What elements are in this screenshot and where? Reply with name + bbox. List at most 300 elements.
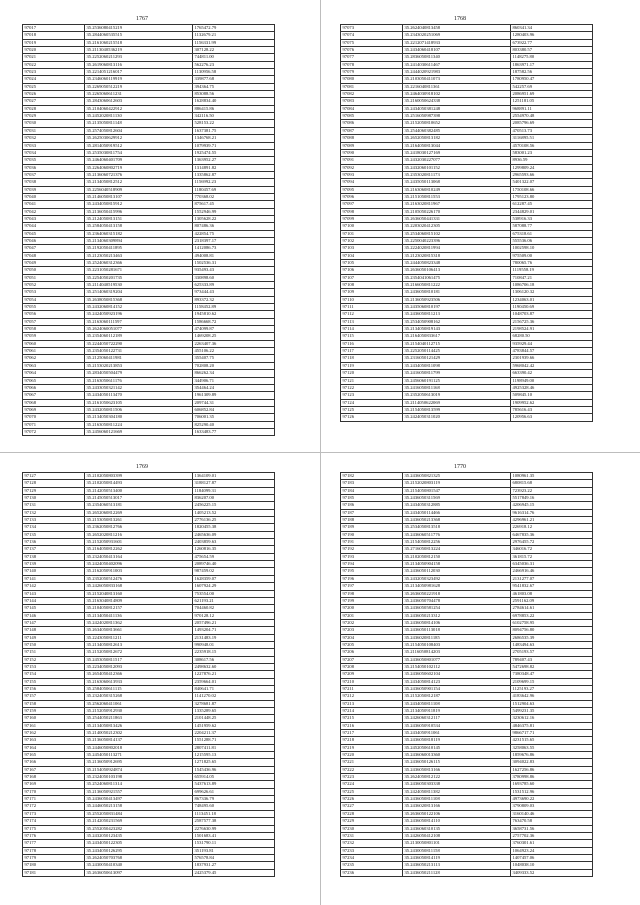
row-number-cell: 97234 — [341, 854, 403, 861]
table-row — [23, 348, 275, 355]
row-number-cell: 97115 — [341, 333, 403, 340]
amount-cell: 893372.32 — [193, 296, 275, 303]
code-cell: 35.2234050812093 — [85, 663, 193, 670]
amount-cell: 308617.56 — [193, 656, 275, 663]
code-cell: 35.2619060813116 — [85, 61, 193, 68]
row-number-cell: 97194 — [341, 561, 403, 568]
row-number-cell: 97188 — [341, 517, 403, 524]
code-cell: 35.2516050987398 — [403, 113, 511, 120]
amount-cell: 663390.42 — [511, 370, 593, 377]
table-row — [341, 818, 593, 825]
code-cell: 35.2446050213158 — [85, 803, 193, 810]
code-cell: 35.2130050801101 — [403, 840, 511, 847]
code-cell: 35.2164050813044 — [403, 142, 511, 149]
code-cell: 35.2434050814123 — [403, 678, 511, 685]
table-row — [341, 502, 593, 509]
amount-cell: 394364.75 — [193, 83, 275, 90]
row-number-cell: 97178 — [23, 847, 85, 854]
amount-cell: 612287.45 — [511, 201, 593, 208]
amount-cell: 1863971.17 — [511, 61, 593, 68]
row-number-cell: 97112 — [341, 311, 403, 318]
table-row — [23, 362, 275, 369]
data-table — [340, 24, 593, 422]
amount-cell: 3160140.46 — [511, 810, 593, 817]
amount-cell: 2131483.19 — [193, 634, 275, 641]
row-number-cell: 97064 — [23, 370, 85, 377]
code-cell: 35.2534060815102 — [403, 230, 511, 237]
row-number-cell: 97073 — [341, 25, 403, 32]
table-row — [23, 612, 275, 619]
table-row — [341, 186, 593, 193]
amount-cell: 1502536.31 — [193, 260, 275, 267]
table-row — [341, 700, 593, 707]
table-row — [341, 113, 593, 120]
row-number-cell: 97043 — [23, 215, 85, 222]
code-cell: 35.2324050103198 — [85, 774, 193, 781]
amount-cell: 1148275.80 — [511, 54, 593, 61]
amount-cell: 780065.76 — [511, 260, 593, 267]
code-cell: 35.2436050910534 — [403, 722, 511, 729]
code-cell: 35.2152050810652 — [403, 120, 511, 127]
code-cell: 35.2535030811754 — [85, 149, 193, 156]
code-cell: 35.2163060613933 — [85, 678, 193, 685]
amount-cell: 2263407.36 — [193, 340, 275, 347]
row-number-cell: 97051 — [23, 274, 85, 281]
code-cell: 35.2154050102112 — [403, 663, 511, 670]
code-cell: 35.2104050812157 — [85, 605, 193, 612]
row-number-cell: 97123 — [341, 392, 403, 399]
row-number-cell: 97159 — [23, 708, 85, 715]
amount-cell: 2807411.81 — [193, 744, 275, 751]
code-cell: 35.2436050213368 — [403, 517, 511, 524]
table-row — [341, 377, 593, 384]
code-cell: 35.2352050512476 — [85, 575, 193, 582]
amount-cell: 702808.20 — [193, 362, 275, 369]
row-number-cell: 97092 — [341, 164, 403, 171]
code-cell: 35.2636050441331 — [403, 215, 511, 222]
amount-cell: 1271825.65 — [193, 759, 275, 766]
row-number-cell: 97218 — [341, 737, 403, 744]
code-cell: 35.2140050212302 — [85, 730, 193, 737]
table-row — [23, 766, 275, 773]
amount-cell: 2057496.21 — [193, 619, 275, 626]
table-row — [23, 421, 275, 428]
code-cell: 35.2269050512219 — [85, 83, 193, 90]
code-cell: 35.2436020811185 — [403, 634, 511, 641]
row-number-cell: 97189 — [341, 524, 403, 531]
amount-cell: 1002598.10 — [511, 245, 593, 252]
table-row — [23, 663, 275, 670]
table-row — [341, 142, 593, 149]
table-row — [341, 774, 593, 781]
table-row — [341, 766, 593, 773]
code-cell: 35.2456060191125 — [403, 377, 511, 384]
table-row — [341, 605, 593, 612]
code-cell: 35.2166050811222 — [403, 282, 511, 289]
amount-cell: 9541832.67 — [511, 583, 593, 590]
code-cell: 35.2435060810197 — [403, 304, 511, 311]
row-number-cell: 97105 — [341, 260, 403, 267]
table-row — [341, 546, 593, 553]
row-number-cell: 97193 — [341, 553, 403, 560]
row-number-cell: 97034 — [23, 149, 85, 156]
row-number-cell: 97150 — [23, 641, 85, 648]
table-row — [23, 678, 275, 685]
amount-cell: 1184099.31 — [193, 487, 275, 494]
code-cell: 35.2444050823348 — [403, 260, 511, 267]
row-number-cell: 97047 — [23, 245, 85, 252]
amount-cell: 2554970.48 — [511, 113, 593, 120]
table-row — [23, 832, 275, 839]
amount-cell: 1141270.02 — [193, 693, 275, 700]
row-number-cell: 97097 — [341, 201, 403, 208]
table-row — [23, 69, 275, 76]
code-cell: 35.2436050814106 — [403, 619, 511, 626]
table-row — [341, 230, 593, 237]
code-cell: 35.2163060111597 — [85, 318, 193, 325]
row-number-cell: 97156 — [23, 685, 85, 692]
table-row — [23, 120, 275, 127]
amount-cell: 361815.72 — [511, 553, 593, 560]
code-cell: 35.2436050814119 — [403, 854, 511, 861]
amount-cell: 680815.68 — [511, 480, 593, 487]
amount-cell: 2498632.60 — [193, 663, 275, 670]
row-number-cell: 97088 — [341, 135, 403, 142]
row-number-cell: 97065 — [23, 377, 85, 384]
code-cell: 35.2636050122106 — [403, 810, 511, 817]
code-cell: 35.2436020813166 — [403, 803, 511, 810]
table-row — [341, 744, 593, 751]
row-number-cell: 97200 — [341, 605, 403, 612]
amount-cell: 8094756.80 — [511, 627, 593, 634]
table-row — [23, 399, 275, 406]
code-cell: 35.2416050811799 — [403, 370, 511, 377]
table-row — [23, 355, 275, 362]
amount-cell: 344906.71 — [193, 377, 275, 384]
code-cell: 35.2432050323492 — [403, 575, 511, 582]
table-row — [23, 340, 275, 347]
code-cell: 35.2654050412366 — [85, 671, 193, 678]
amount-cell: 538916.33 — [511, 215, 593, 222]
amount-cell: 1961309.89 — [193, 392, 275, 399]
code-cell: 35.2436050213312 — [403, 612, 511, 619]
code-cell: 35.2134050981628 — [403, 583, 511, 590]
table-row — [23, 539, 275, 546]
amount-cell: 1405213.52 — [193, 509, 275, 516]
row-number-cell: 97209 — [341, 671, 403, 678]
row-number-cell: 97021 — [23, 54, 85, 61]
table-row — [341, 663, 593, 670]
table-row — [341, 193, 593, 200]
row-number-cell: 97096 — [341, 193, 403, 200]
amount-cell: 1227876.21 — [193, 671, 275, 678]
amount-cell: 576578.84 — [193, 854, 275, 861]
amount-cell: 1306120.32 — [511, 289, 593, 296]
amount-cell: 1607924.29 — [193, 583, 275, 590]
amount-cell: 3188127.87 — [193, 480, 275, 487]
code-cell: 35.2432050811506 — [85, 406, 193, 413]
row-number-cell: 97072 — [23, 428, 85, 435]
amount-cell: 209744.31 — [193, 399, 275, 406]
amount-cell: 1215595.13 — [193, 752, 275, 759]
amount-cell: 2403859.63 — [193, 539, 275, 546]
code-cell: 35.2446050802018 — [85, 744, 193, 751]
amount-cell: 3780998.86 — [511, 774, 593, 781]
amount-cell: 339877.68 — [193, 76, 275, 83]
row-number-cell: 97203 — [341, 627, 403, 634]
code-cell: 35.2624050703768 — [85, 854, 193, 861]
amount-cell: 1586668.72 — [193, 318, 275, 325]
row-number-cell: 97055 — [23, 304, 85, 311]
amount-cell: 7380348.47 — [511, 671, 593, 678]
table-row — [23, 274, 275, 281]
code-cell: 35.2544060382485 — [403, 127, 511, 134]
row-number-cell: 97132 — [23, 509, 85, 516]
code-cell: 35.2424050811382 — [403, 788, 511, 795]
table-row — [23, 252, 275, 259]
amount-cell: 1156331.99 — [193, 39, 275, 46]
amount-cell: 1552946.99 — [193, 208, 275, 215]
row-number-cell: 97066 — [23, 384, 85, 391]
code-cell: 35.2534050908162 — [403, 318, 511, 325]
code-cell: 35.2436060511776 — [403, 531, 511, 538]
table-row — [23, 862, 275, 869]
code-cell: 35.2434050312885 — [403, 502, 511, 509]
row-number-cell: 97103 — [341, 245, 403, 252]
code-cell: 35.2146050813107 — [85, 193, 193, 200]
row-number-cell: 97113 — [341, 318, 403, 325]
table-row — [341, 76, 593, 83]
row-number-cell: 97063 — [23, 362, 85, 369]
amount-cell: 528153.22 — [193, 120, 275, 127]
table-row — [23, 737, 275, 744]
amount-cell: 1079939.71 — [193, 142, 275, 149]
amount-cell: 4183642.96 — [511, 693, 593, 700]
row-number-cell: 97164 — [23, 744, 85, 751]
code-cell: 35.2134050813426 — [85, 722, 193, 729]
code-cell: 35.2436050810181 — [403, 289, 511, 296]
amount-cell: 2101448.25 — [193, 715, 275, 722]
table-row — [341, 759, 593, 766]
row-number-cell: 97181 — [23, 869, 85, 876]
code-cell: 35.2424050311020 — [403, 414, 511, 421]
row-number-cell: 97201 — [341, 612, 403, 619]
row-number-cell: 97061 — [23, 348, 85, 355]
code-cell: 35.2456060121669 — [85, 428, 193, 435]
row-number-cell: 97054 — [23, 296, 85, 303]
row-number-cell: 97044 — [23, 223, 85, 230]
table-row — [23, 693, 275, 700]
amount-cell: 2109699.15 — [511, 678, 593, 685]
table-row — [341, 583, 593, 590]
table-row — [341, 752, 593, 759]
table-row — [23, 149, 275, 156]
table-row — [23, 656, 275, 663]
code-cell: 35.2154050801547 — [403, 487, 511, 494]
row-number-cell: 97018 — [23, 32, 85, 39]
row-number-cell: 97053 — [23, 289, 85, 296]
code-cell: 35.2343020251069 — [403, 32, 511, 39]
amount-cell: 1945810.62 — [193, 311, 275, 318]
code-cell: 35.2652060812269 — [85, 509, 193, 516]
row-number-cell: 97035 — [23, 157, 85, 164]
row-number-cell: 97186 — [341, 502, 403, 509]
amount-cell: 2318397.17 — [193, 237, 275, 244]
table-row — [341, 32, 593, 39]
code-cell: 35.2152050812187 — [403, 693, 511, 700]
row-number-cell: 97121 — [341, 377, 403, 384]
table-row — [23, 230, 275, 237]
amount-cell: 6345036.31 — [511, 561, 593, 568]
code-cell: 35.2552050831484 — [85, 810, 193, 817]
row-number-cell: 97185 — [341, 495, 403, 502]
code-cell: 35.2514060319204 — [85, 289, 193, 296]
code-cell: 35.2152050912930 — [85, 708, 193, 715]
table-row — [23, 296, 275, 303]
amount-cell: 1158452.89 — [193, 304, 275, 311]
code-cell: 35.2216040811361 — [403, 83, 511, 90]
amount-cell: 606852.84 — [193, 406, 275, 413]
amount-cell: 1113451.18 — [193, 810, 275, 817]
table-row — [23, 54, 275, 61]
table-row — [23, 318, 275, 325]
row-number-cell: 97040 — [23, 193, 85, 200]
amount-cell: 875617.45 — [193, 201, 275, 208]
amount-cell: 8936.59 — [511, 157, 593, 164]
amount-cell: 68280.50 — [511, 333, 593, 340]
page-top-left — [22, 14, 262, 436]
code-cell: 35.2436050213113 — [403, 862, 511, 869]
code-cell: 35.2102050814493 — [85, 480, 193, 487]
code-cell: 35.2114040519530 — [85, 282, 193, 289]
amount-cell: 699626.61 — [193, 788, 275, 795]
code-cell: 35.2436050801077 — [403, 656, 511, 663]
amount-cell: 1820455.38 — [193, 524, 275, 531]
code-cell: 35.2152040813160 — [85, 590, 193, 597]
row-number-cell: 97223 — [341, 774, 403, 781]
table-row — [341, 304, 593, 311]
table-row — [23, 803, 275, 810]
row-number-cell: 97116 — [341, 340, 403, 347]
code-cell: 35.2134050304180 — [85, 414, 193, 421]
table-row — [341, 91, 593, 98]
code-cell: 35.2436050821325 — [403, 473, 511, 480]
table-row — [23, 47, 275, 54]
amount-cell: 2156725.36 — [511, 318, 593, 325]
table-row — [23, 193, 275, 200]
code-cell: 35.2192050411895 — [85, 245, 193, 252]
table-row — [23, 730, 275, 737]
row-number-cell: 97162 — [23, 730, 85, 737]
code-cell: 35.2264060802719 — [85, 164, 193, 171]
code-cell: 35.2152020803119 — [403, 480, 511, 487]
table-row — [341, 237, 593, 244]
amount-cell: 2301939.66 — [511, 355, 593, 362]
code-cell: 35.2124050813151 — [85, 215, 193, 222]
amount-cell: 1637381.75 — [193, 127, 275, 134]
amount-cell: 1780950.47 — [511, 76, 593, 83]
amount-cell: 2757702.36 — [511, 832, 593, 839]
code-cell: 35.2636050221918 — [403, 590, 511, 597]
table-row — [341, 406, 593, 413]
amount-cell: 1531790.11 — [193, 840, 275, 847]
code-cell: 35.2426050412108 — [403, 832, 511, 839]
table-row — [341, 619, 593, 626]
row-number-cell: 97166 — [23, 759, 85, 766]
row-number-cell: 97046 — [23, 237, 85, 244]
code-cell: 35.2105050226170 — [403, 208, 511, 215]
table-row — [23, 708, 275, 715]
row-number-cell: 97179 — [23, 854, 85, 861]
amount-cell: 3409333.52 — [511, 869, 593, 876]
table-row — [341, 362, 593, 369]
amount-cell: 5499231.35 — [511, 708, 593, 715]
table-row — [341, 149, 593, 156]
code-cell: 35.2123020815318 — [403, 252, 511, 259]
amount-cell: 1909952.62 — [511, 399, 593, 406]
code-cell: 35.2134050812512 — [85, 179, 193, 186]
row-number-cell: 97235 — [341, 862, 403, 869]
code-cell: 35.2436050413497 — [85, 796, 193, 803]
code-cell: 35.2574050812604 — [85, 127, 193, 134]
amount-cell: 1627256.86 — [511, 766, 593, 773]
table-row — [341, 201, 593, 208]
amount-cell: 422854.75 — [193, 230, 275, 237]
amount-cell: 4231515.65 — [511, 737, 593, 744]
row-number-cell: 97163 — [23, 737, 85, 744]
amount-cell: 2776136.25 — [193, 517, 275, 524]
code-cell: 35.2154050812256 — [403, 539, 511, 546]
amount-cell: 1086706.18 — [511, 282, 593, 289]
code-cell: 35.2434050126295 — [85, 847, 193, 854]
row-number-cell: 97089 — [341, 142, 403, 149]
amount-cell: 1251181.05 — [511, 98, 593, 105]
table-row — [23, 164, 275, 171]
row-number-cell: 97095 — [341, 186, 403, 193]
row-number-cell: 97111 — [341, 304, 403, 311]
row-number-cell: 97124 — [341, 399, 403, 406]
amount-cell: 3790809.03 — [511, 803, 593, 810]
code-cell: 35.2203020412305 — [403, 223, 511, 230]
row-number-cell: 97202 — [341, 619, 403, 626]
row-number-cell: 97067 — [23, 392, 85, 399]
table-row — [341, 208, 593, 215]
code-cell: 35.2163050611176 — [85, 377, 193, 384]
row-number-cell: 97134 — [23, 524, 85, 531]
code-cell: 35.2652020811216 — [85, 531, 193, 538]
code-cell: 35.2814050919512 — [85, 142, 193, 149]
amount-cell: 860341.34 — [511, 25, 593, 32]
amount-cell: 1512904.63 — [511, 700, 593, 707]
amount-cell: 748495.60 — [193, 803, 275, 810]
code-cell: 35.2152050931601 — [85, 539, 193, 546]
table-row — [341, 685, 593, 692]
code-cell: 35.2354060112189 — [85, 333, 193, 340]
amount-cell: 1125193.27 — [511, 685, 593, 692]
table-row — [341, 656, 593, 663]
row-number-cell: 97028 — [23, 105, 85, 112]
row-number-cell: 97174 — [23, 818, 85, 825]
row-number-cell: 97148 — [23, 627, 85, 634]
page-bottom-right — [340, 462, 580, 877]
page-title: 1769 — [136, 464, 148, 470]
amount-cell: 1469208.25 — [193, 333, 275, 340]
table-row — [23, 509, 275, 516]
amount-cell: 770368.02 — [193, 193, 275, 200]
row-number-cell: 97140 — [23, 568, 85, 575]
code-cell: 35.2134050812613 — [85, 641, 193, 648]
code-cell: 35.2346060119919 — [85, 76, 193, 83]
